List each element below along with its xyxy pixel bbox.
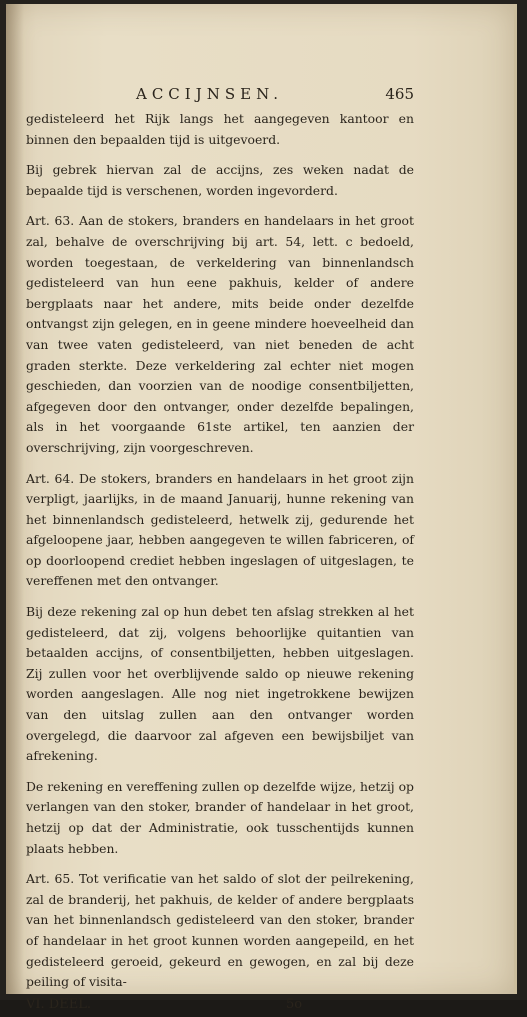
page-gutter-shadow [6, 4, 24, 994]
paragraph-continuation: gedisteleerd het Rijk langs het aangegeven kantoor en binnen den bepaalden tijd is uitgevoerd. [26, 111, 414, 147]
page-number: 465 [385, 85, 414, 103]
page-content [26, 84, 414, 1017]
page-header [26, 84, 414, 106]
running-head: ACCIJNSEN. [136, 85, 284, 103]
paragraph-article-63: Art. 63. Aan de stokers, branders en handelaars in het groot zal, behalve de overschrijving bij art. 54, lett. c bedoeld, worden toegestaan, de verkeldering van binnenlandsch gedisteleerd van hun eene pakhuis, kelder of andere bergplaats naar het andere, mits beide onder dezelfde ontvangst zijn gelegen, en in geene mindere hoeveelheid dan van twee vaten gedisteleerd, van niet beneden de acht graden sterkte. Deze verkeldering zal echter niet mogen geschieden, dan voorzien van de noodige consentbiljetten, afgegeven door den ontvanger, onder dezelfde bepalingen, als in het voorgaande 61ste artikel, ten aanzien der overschrijving, zijn voorgeschreven. [26, 213, 414, 455]
paragraph-default-collection: Bij gebrek hiervan zal de accijns, zes weken nadat de bepaalde tijd is verschenen, worden ingevorderd. [26, 162, 414, 198]
paragraph-settlement-debit: Bij deze rekening zal op hun debet ten afslag strekken al het gedisteleerd, dat zij, volgens behoorlijke quitantien van betaalden accijns, of consentbiljetten, hebben uitgeslagen. Zij zullen voor het overblijvende saldo op nieuwe rekening worden aangeslagen. Alle nog niet ingetrokkene bewijzen van den uitslag zullen aan den ontvanger worden overgelegd, die daarvoor zal afgeven een bewijsbiljet van afrekening. [26, 604, 414, 764]
page-footer [26, 995, 414, 1017]
paragraph-interim-settlement: De rekening en vereffening zullen op dezelfde wijze, hetzij op verlangen van den stoker, brander of handelaar in het groot, hetzij op dat der Administratie, ook tusschentijds kunnen plaats hebben. [26, 778, 414, 856]
paragraph-article-64: Art. 64. De stokers, branders en handelaars in het groot zijn verpligt, jaarlijks, in de maand Januarij, hunne rekening van het binnenlandsch gedisteleerd, hetwelk zij, gedurende het afgeloopene jaar, hebben aangegeven te willen fabriceren, of op doorloopend crediet hebben ingeslagen of uitgeslagen, te vereffenen met den ontvanger. [26, 470, 414, 589]
paragraph-article-65: Art. 65. Tot verificatie van het saldo of slot der peilrekening, zal de branderij, het pakhuis, de kelder of andere bergplaats van het binnenlandsch gedisteleerd van den stoker, brander of handelaar in het groot kunnen worden aangepeild, en het gedisteleerd geroeid, gekeurd en gewogen, en zal bij deze peiling of visita- [26, 871, 414, 990]
sheet-mark: 5o [286, 996, 303, 1012]
signature-mark: VI. DEEL. [26, 996, 91, 1012]
